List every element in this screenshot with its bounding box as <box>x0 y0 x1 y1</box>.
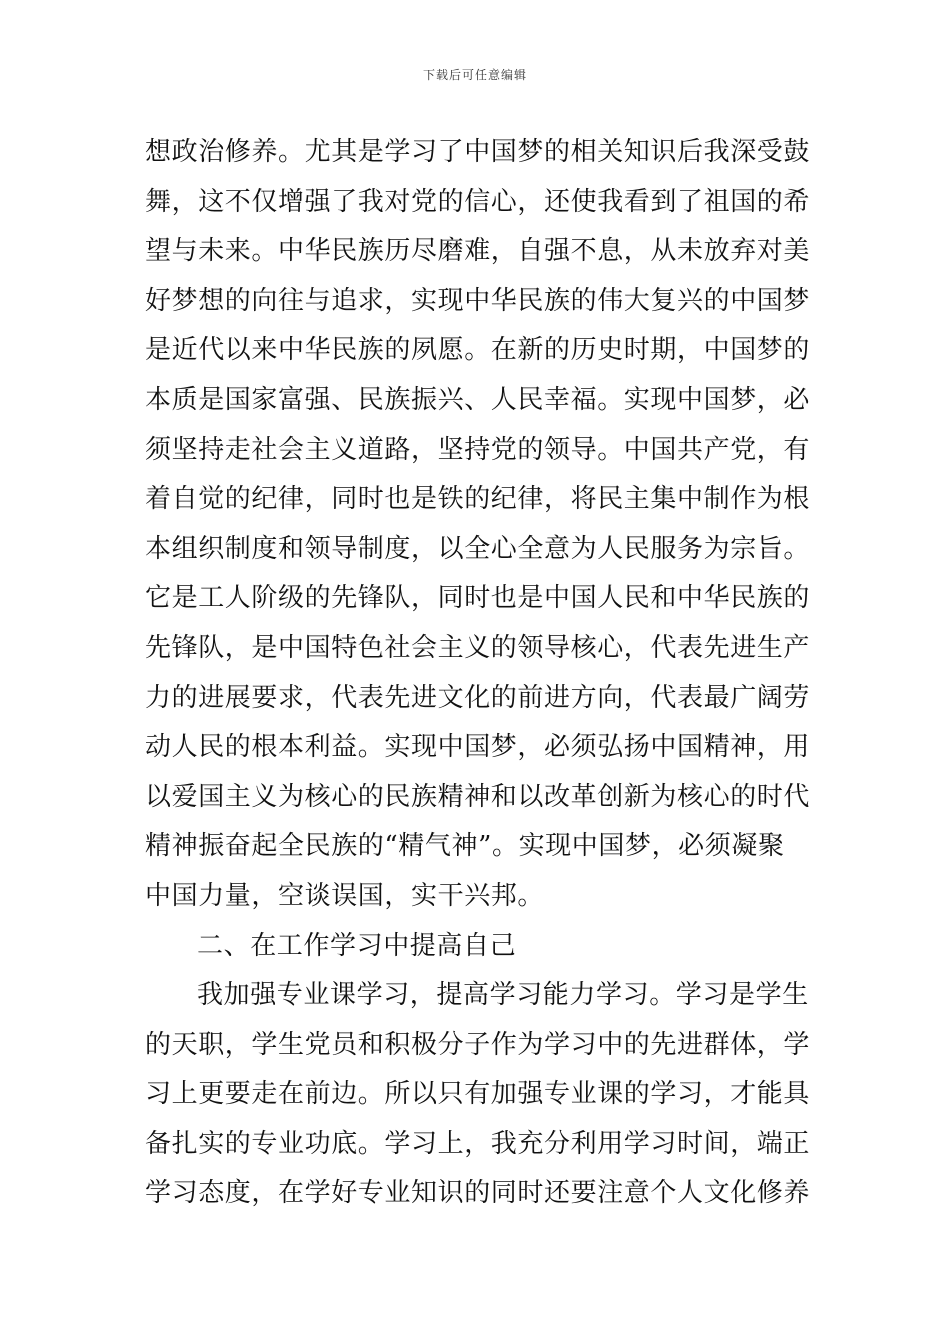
text-line: 备扎实的专业功底。学习上，我充分利用学习时间，端正 <box>145 1128 811 1159</box>
text-line: 本组织制度和领导制度，以全心全意为人民服务为宗旨。 <box>145 533 811 564</box>
text-line: 望与未来。中华民族历尽磨难，自强不息，从未放弃对美 <box>145 236 811 267</box>
text-line: 精神振奋起全民族的“精气神”。实现中国梦，必须凝聚 <box>145 831 785 862</box>
text-line: 力的进展要求，代表先进文化的前进方向，代表最广阔劳 <box>145 682 811 713</box>
text-line: 我加强专业课学习，提高学习能力学习。学习是学生 <box>197 980 809 1011</box>
text-line: 本质是国家富强、民族振兴、人民幸福。实现中国梦，必 <box>145 384 811 415</box>
text-line: 须坚持走社会主义道路，坚持党的领导。中国共产党，有 <box>145 434 811 465</box>
text-line: 先锋队，是中国特色社会主义的领导核心，代表先进生产 <box>145 632 811 663</box>
text-line: 它是工人阶级的先锋队，同时也是中国人民和中华民族的 <box>145 583 811 614</box>
text-line: 的天职，学生党员和积极分子作为学习中的先进群体，学 <box>145 1029 811 1060</box>
text-line: 着自觉的纪律，同时也是铁的纪律，将民主集中制作为根 <box>145 484 811 515</box>
text-line: 好梦想的向往与追求，实现中华民族的伟大复兴的中国梦 <box>145 285 811 316</box>
text-line: 是近代以来中华民族的夙愿。在新的历史时期，中国梦的 <box>145 335 811 366</box>
text-line: 习上更要走在前边。所以只有加强专业课的学习，才能具 <box>145 1079 811 1110</box>
header-note: 下载后可任意编辑 <box>422 68 527 82</box>
text-line: 想政治修养。尤其是学习了中国梦的相关知识后我深受鼓 <box>145 137 811 167</box>
body-text <box>145 128 815 1219</box>
text-line: 动人民的根本利益。实现中国梦，必须弘扬中国精神，用 <box>145 732 811 763</box>
text-line: 中国力量，空谈误国，实干兴邦。 <box>145 880 545 911</box>
text-line: 学习态度，在学好专业知识的同时还要注意个人文化修养 <box>145 1178 811 1209</box>
text-line: 以爱国主义为核心的民族精神和以改革创新为核心的时代 <box>145 781 811 812</box>
section-heading: 二、在工作学习中提高自己 <box>197 930 517 961</box>
text-line: 舞，这不仅增强了我对党的信心，还使我看到了祖国的希 <box>145 186 811 217</box>
